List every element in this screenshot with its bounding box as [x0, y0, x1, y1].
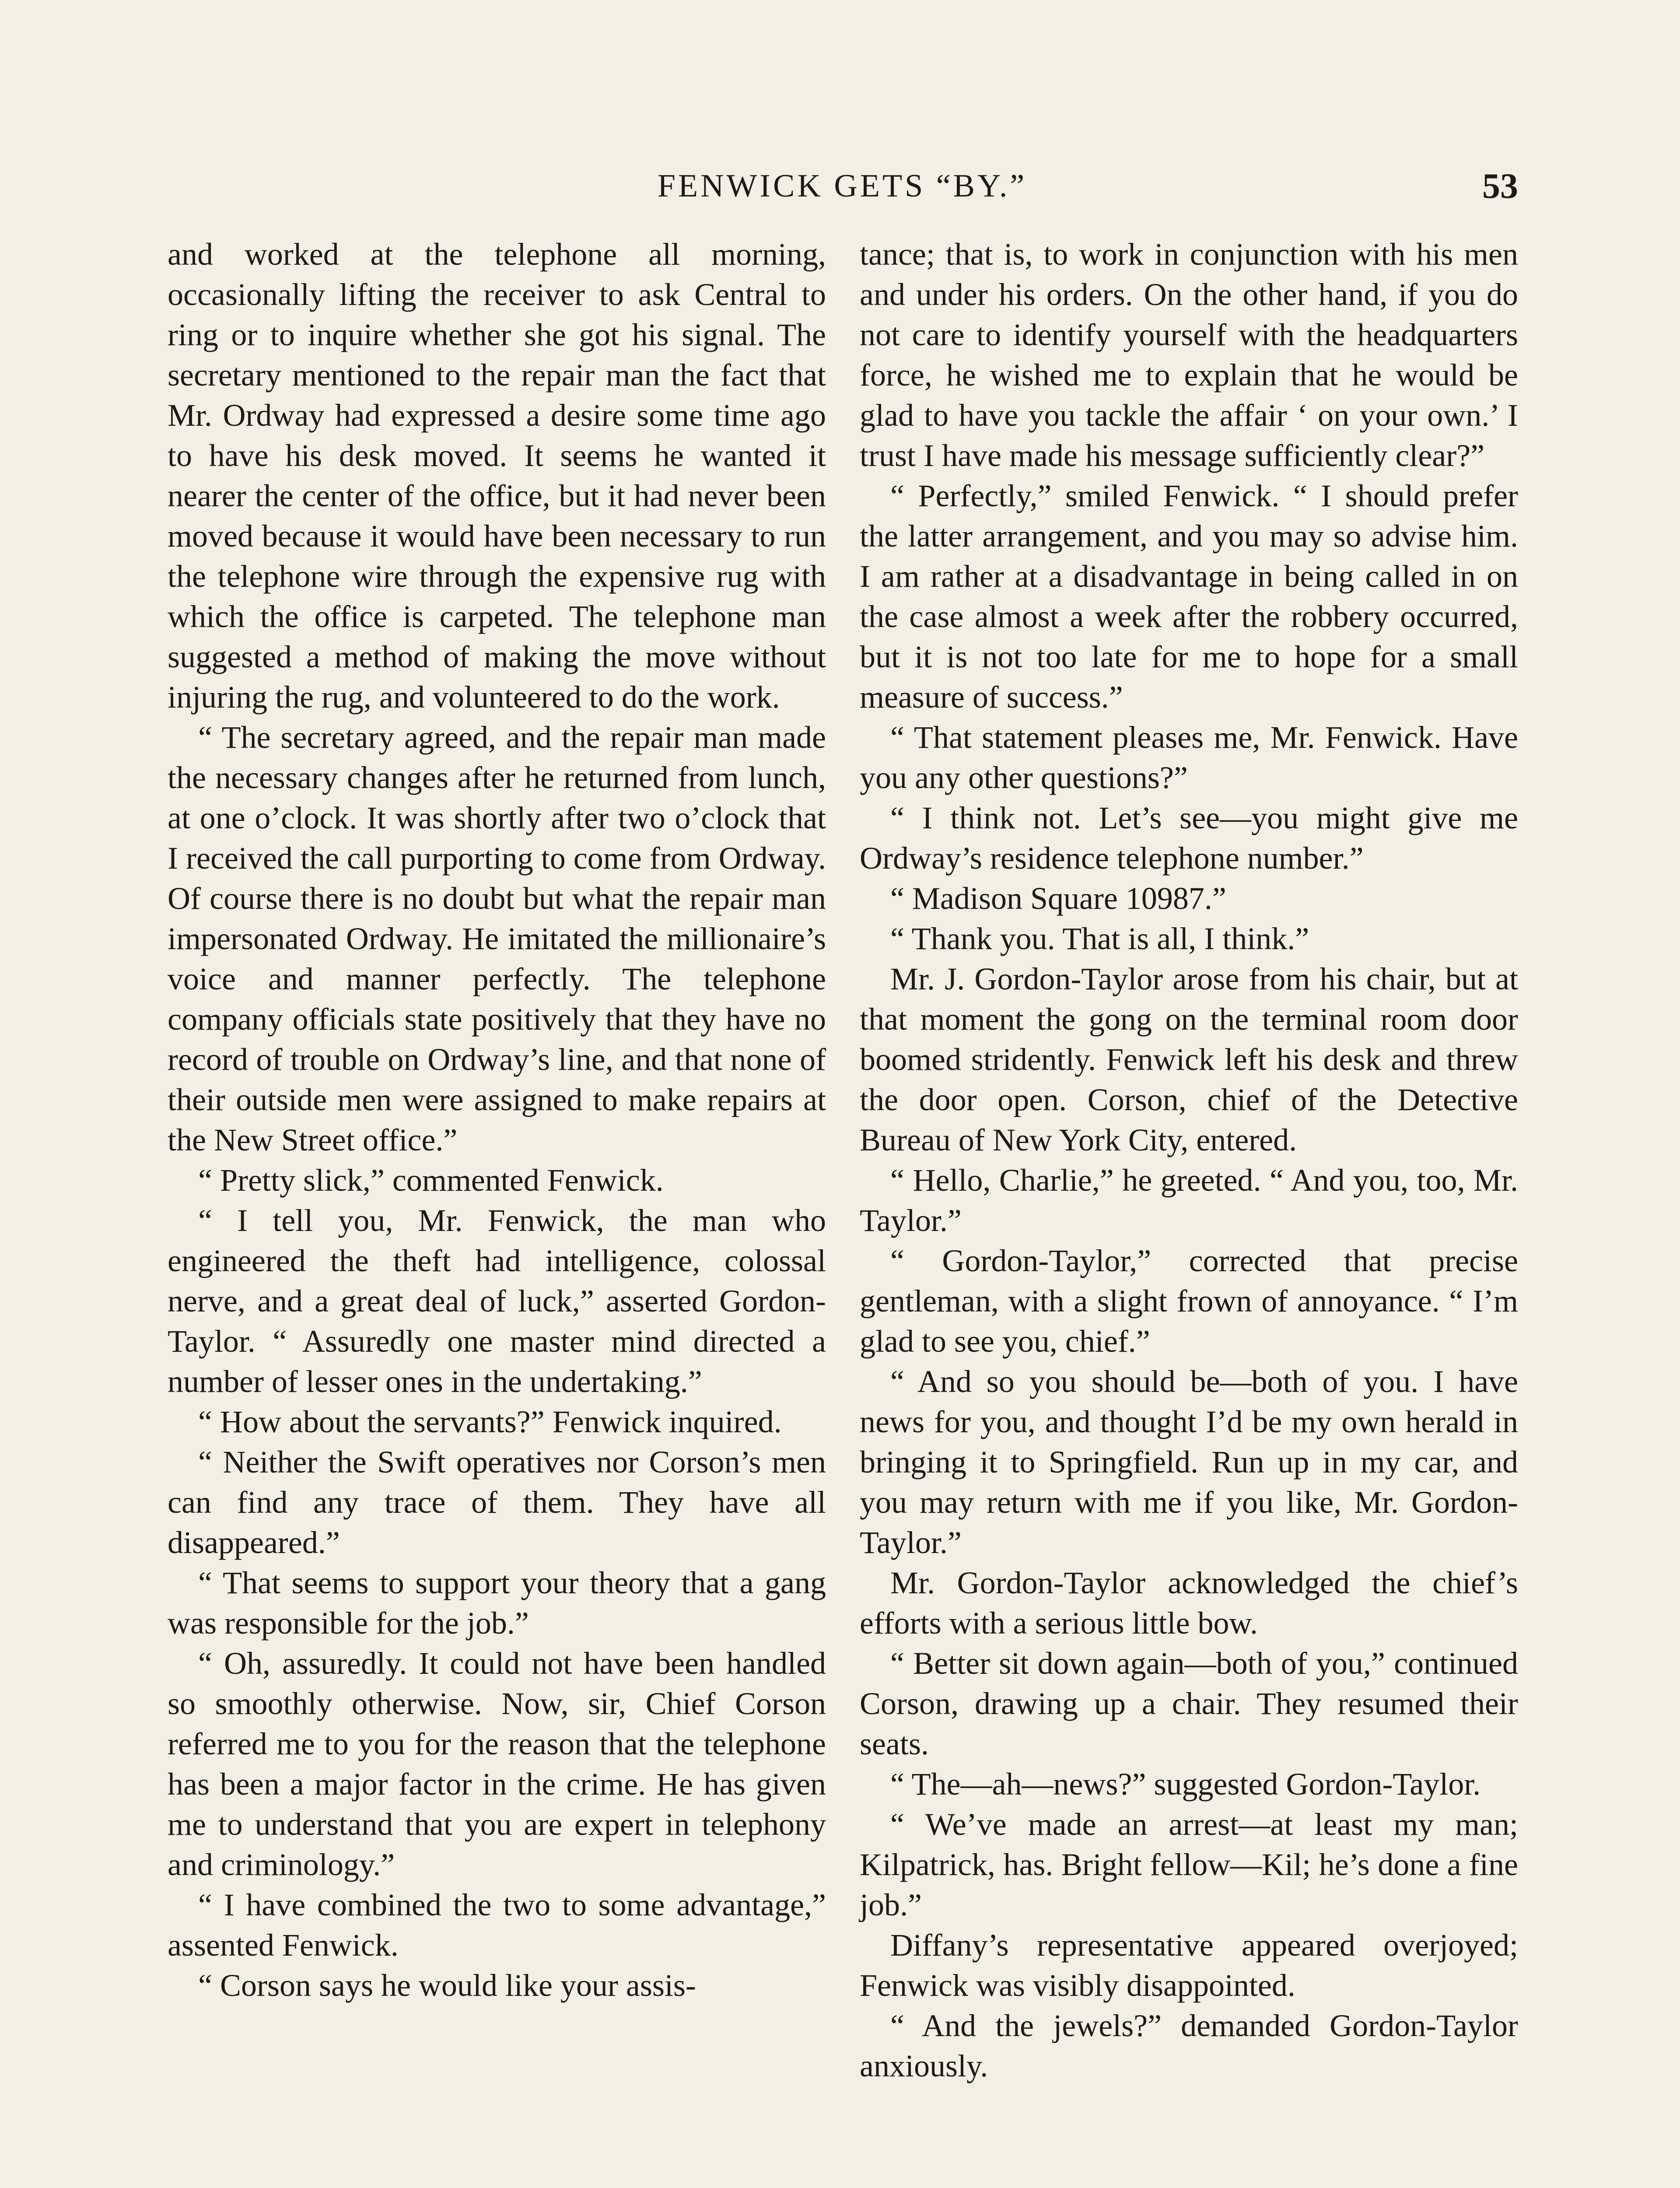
paragraph: Mr. Gordon-Taylor acknowledged the chief’s efforts with a serious little bow.	[860, 1565, 1518, 1641]
page-header	[166, 162, 1518, 210]
left-column	[168, 234, 826, 2006]
paragraph: “ And so you should be—both of you. I have news for you, and thought I’d be my own herald in bringing it to Springfield. Run up in my car, and you may return with me if you like, Mr. Gordon-Taylor.”	[860, 1364, 1518, 1560]
paragraph: “ Perfectly,” smiled Fenwick. “ I should prefer the latter arrangement, and you may so advise him. I am rather at a disadvantage in being called in on the case almost a week after the robbery occurred, but it is not too late for me to hope for a small measure of success.”	[860, 478, 1518, 715]
paragraph: “ And the jewels?” demanded Gordon-Taylor anxiously.	[860, 2008, 1518, 2083]
paragraph: “ That statement pleases me, Mr. Fenwick. Have you any other questions?”	[860, 720, 1518, 795]
paragraph: “ Madison Square 10987.”	[890, 881, 1226, 916]
paragraph: “ Pretty slick,” commented Fenwick.	[198, 1163, 664, 1198]
paragraph: “ That seems to support your theory that a gang was responsible for the job.”	[168, 1565, 826, 1641]
paragraph: “ The secretary agreed, and the repair man made the necessary changes after he returned from lunch, at one o’clock. It was shortly after two o’clock that I received the call purporting to come from Ordway. Of course there is no doubt but what the repair man impersonated Ordway. He imitated the millionaire’s voice and manner perfectly. The telephone company officials state positively that they have no record of trouble on Ordway’s line, and that none of their outside men were assigned to make repairs at the New Street office.”	[168, 720, 826, 1157]
paragraph: “ Gordon-Taylor,” corrected that precise gentleman, with a slight frown of annoyance. “ I’m glad to see you, chief.”	[860, 1243, 1518, 1359]
paragraph: “ Hello, Charlie,” he greeted. “ And you, too, Mr. Taylor.”	[860, 1163, 1518, 1238]
running-title: FENWICK GETS “BY.”	[657, 168, 1027, 204]
paragraph: “ I have combined the two to some advantage,” assented Fenwick.	[168, 1887, 826, 1963]
paragraph: “ Neither the Swift operatives nor Corson’s men can find any trace of them. They have all disappeared.”	[168, 1445, 826, 1560]
paragraph: Diffany’s representative appeared overjoyed; Fenwick was visibly disappointed.	[860, 1928, 1518, 2003]
paragraph: “ How about the servants?” Fenwick inquired.	[198, 1404, 782, 1439]
paragraph: “ Corson says he would like your assis-	[198, 1968, 696, 2003]
paragraph: “ We’ve made an arrest—at least my man; Kilpatrick, has. Bright fellow—Kil; he’s done a fine job.”	[860, 1807, 1518, 1922]
paragraph: “ Better sit down again—both of you,” continued Corson, drawing up a chair. They resumed their seats.	[860, 1646, 1518, 1761]
right-column	[860, 234, 1518, 2086]
paragraph: Mr. J. Gordon-Taylor arose from his chair, but at that moment the gong on the terminal room door boomed stridently. Fenwick left his desk and threw the door open. Corson, chief of the Detective Bureau of New York City, entered.	[860, 961, 1518, 1157]
paragraph: “ Oh, assuredly. It could not have been handled so smoothly otherwise. Now, sir, Chief Corson referred me to you for the reason that the telephone has been a major factor in the crime. He has given me to understand that you are expert in telephony and criminology.”	[168, 1646, 826, 1882]
paragraph: tance; that is, to work in conjunction with his men and under his orders. On the other hand, if you do not care to identify yourself with the headquarters force, he wished me to explain that he would be glad to have you tackle the affair ‘ on your own.’ I trust I have made his message sufficiently clear?”	[860, 237, 1518, 473]
page-number: 53	[1482, 166, 1518, 206]
paragraph: and worked at the telephone all morning, occasionally lifting the receiver to ask Central to ring or to inquire whether she got his signal. The secretary mentioned to the repair man the fact that Mr. Ordway had expressed a desire some time ago to have his desk moved. It seems he wanted it nearer the center of the office, but it had never been moved because it would have been necessary to run the telephone wire through the expensive rug with which the office is carpeted. The telephone man suggested a method of making the move without injuring the rug, and volunteered to do the work.	[168, 237, 826, 715]
paragraph: “ I think not. Let’s see—you might give me Ordway’s residence telephone number.”	[860, 800, 1518, 876]
paragraph: “ Thank you. That is all, I think.”	[890, 921, 1309, 956]
paragraph: “ The—ah—news?” suggested Gordon-Taylor.	[890, 1767, 1481, 1802]
paragraph: “ I tell you, Mr. Fenwick, the man who engineered the theft had intelligence, colossal nerve, and a great deal of luck,” asserted Gordon-Taylor. “ Assuredly one master mind directed a number of lesser ones in the undertaking.”	[168, 1203, 826, 1399]
